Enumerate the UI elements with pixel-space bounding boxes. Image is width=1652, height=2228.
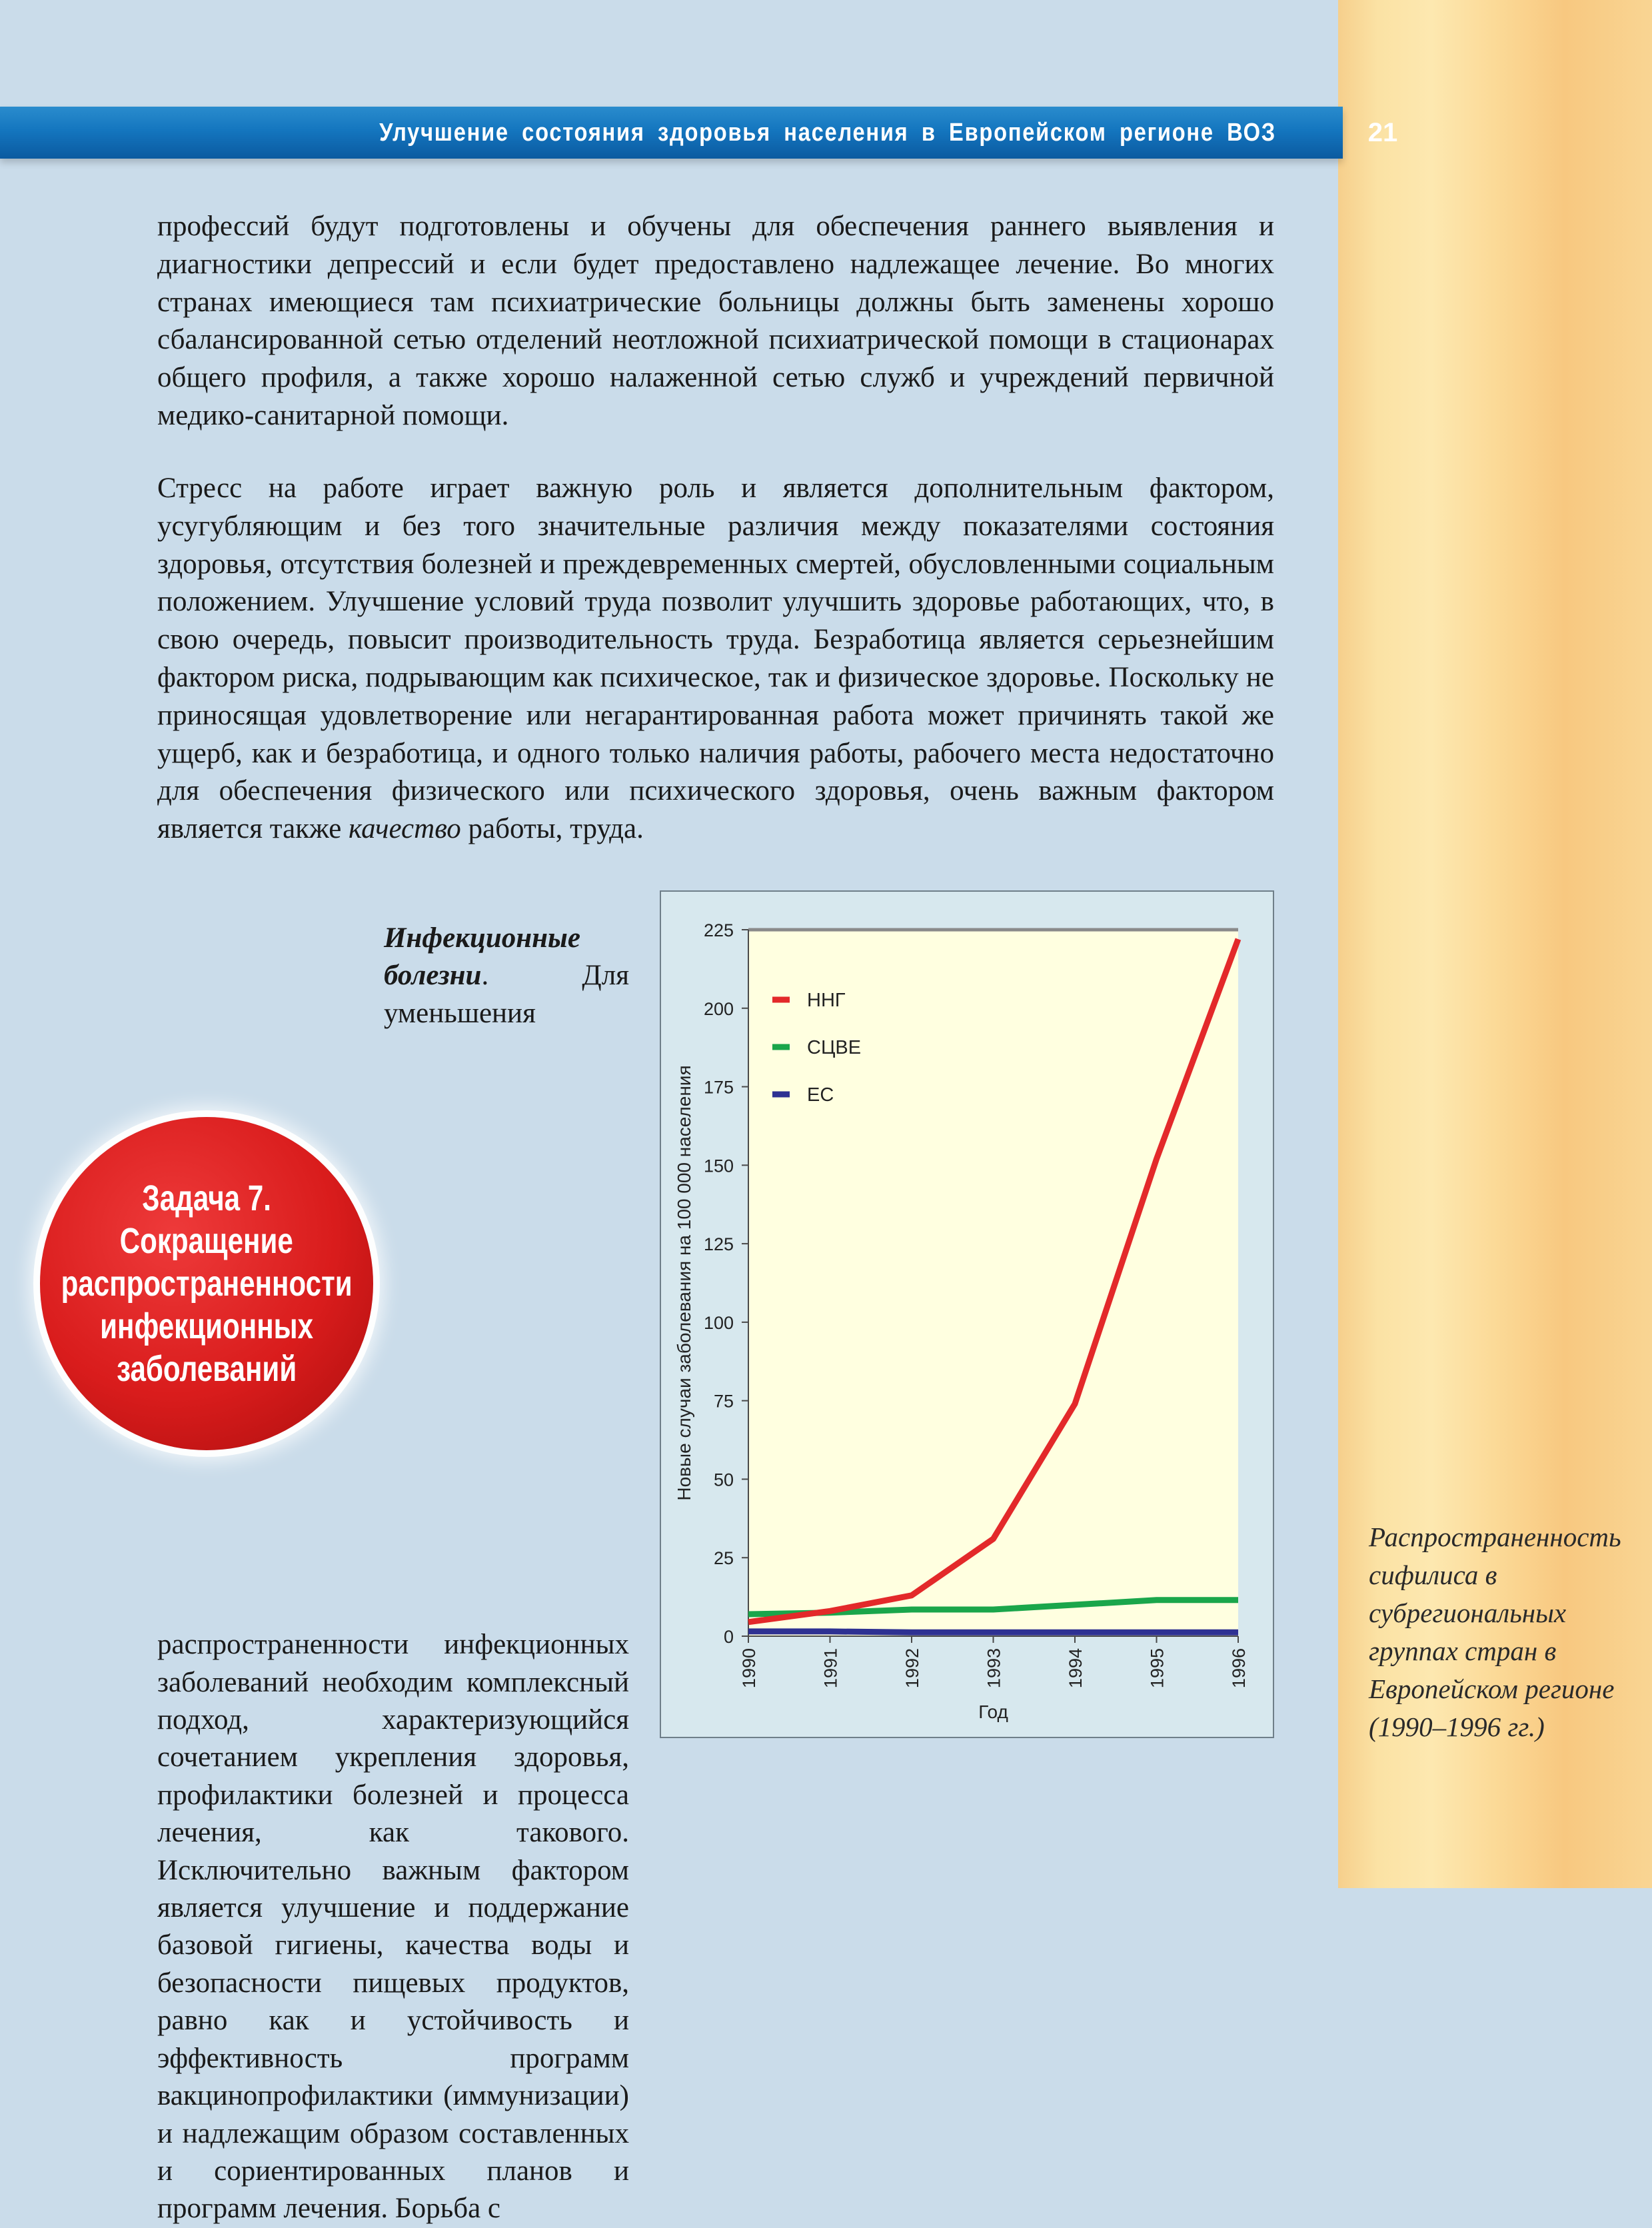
x-tick-label: 1991 xyxy=(820,1648,841,1689)
task-badge-line: распространенности xyxy=(61,1264,353,1304)
paragraph-mental-health-text: профессий будут подготовлены и обучены для обеспечения раннего выявления и диагностики депрессий и если будет предоставлено надлежащее лечение. Во многих странах имеющиеся там психиатрические больницы должны быть заменены хорошо сбалансированной сетью отделений неотложной психиатрической помощи в стационарах общего профиля, а также хорошо налаженной сетью служб и учреждений первичной медико-санитарной помощи. xyxy=(157,211,1274,431)
caption-line: группах стран в xyxy=(1369,1636,1557,1666)
x-tick-label: 1994 xyxy=(1066,1648,1086,1689)
y-tick-label: 225 xyxy=(703,920,734,940)
running-header-title: Улучшение состояния здоровья населения в Европейском регионе ВОЗ xyxy=(379,119,1276,147)
x-tick-label: 1996 xyxy=(1229,1648,1249,1689)
task-7-badge xyxy=(40,1117,373,1450)
caption-line: Распространенность xyxy=(1369,1522,1621,1552)
syphilis-chart-frame xyxy=(660,890,1274,1738)
legend-label: ЕС xyxy=(807,1084,834,1106)
y-tick-label: 200 xyxy=(703,998,734,1019)
task-badge-line: Задача 7. xyxy=(142,1178,271,1218)
task-badge-line: Сокращение xyxy=(119,1221,294,1261)
y-tick-label: 75 xyxy=(713,1391,734,1412)
section-lead-infectious-diseases: Инфекционные болезни xyxy=(384,922,580,992)
emphasis-quality: качество xyxy=(349,813,461,845)
task-badge-line: заболеваний xyxy=(116,1349,297,1389)
y-tick-label: 25 xyxy=(713,1548,734,1569)
caption-line: Европейском регионе xyxy=(1369,1673,1615,1704)
y-tick-label: 100 xyxy=(703,1312,734,1333)
section-body-text: . Для уменьшения распространенности инфекционных заболеваний необходим комплексный подход, характеризующийся сочетанием укрепления здоровья, профилактики болезней и процесса лечения, как такового. Исключительно важным фактором является улучшение и поддержание базовой гигиены, качества воды и безопасности пищевых продуктов, равно как и устойчивость и эффективность программ вакцинопрофилактики (иммунизации) и надлежащим образом составленных и сориентированных планов и программ лечения. Борьба с xyxy=(157,960,629,2225)
syphilis-line-chart xyxy=(661,892,1273,1737)
x-tick-label: 1990 xyxy=(739,1648,759,1689)
x-tick-label: 1995 xyxy=(1147,1648,1168,1689)
y-tick-label: 50 xyxy=(713,1470,734,1490)
page-number: 21 xyxy=(1367,118,1398,147)
y-tick-label: 125 xyxy=(703,1234,734,1255)
x-tick-label: 1993 xyxy=(984,1648,1004,1689)
task-badge-line: инфекционных xyxy=(100,1306,313,1346)
paragraph-work-stress xyxy=(157,470,1274,848)
caption-line: субрегиональных xyxy=(1369,1598,1567,1628)
legend-label: СЦВЕ xyxy=(807,1037,862,1058)
caption-line: сифилиса в xyxy=(1369,1560,1497,1590)
chart-caption xyxy=(1369,1518,1635,1746)
y-tick-label: 175 xyxy=(703,1077,734,1098)
y-axis-label: Новые случаи заболевания на 100 000 населения xyxy=(674,1065,694,1501)
legend-label: ННГ xyxy=(807,990,846,1011)
plot-area xyxy=(748,930,1238,1636)
paragraph-mental-health xyxy=(157,208,1274,435)
y-tick-label: 150 xyxy=(703,1156,734,1176)
y-tick-label: 0 xyxy=(723,1627,734,1647)
caption-line: (1990–1996 гг.) xyxy=(1369,1711,1545,1742)
paragraph-work-stress-text: Стресс на работе играет важную роль и является дополнительным фактором, усугубляющим и без того значительные различия между показателями состояния здоровья, отсутствия болезней и преждевременных смертей, обусловленными социальным положением. Улучшение условий труда позволит улучшить здоровье работающих, что, в свою очередь, повысит производительность труда. Безработица является серьезнейшим фактором риска, подрывающим как психическое, так и физическое здоровье. Поскольку не приносящая удовлетворение или негарантированная работа может причинять такой же ущерб, как и безработица, и одного только наличия работы, рабочего места недостаточно для обеспечения физического или психического здоровья, очень важным фактором является также xyxy=(157,473,1274,845)
paragraph-work-stress-end: работы, труда. xyxy=(468,813,644,845)
x-tick-label: 1992 xyxy=(902,1648,922,1689)
x-axis-label: Год xyxy=(978,1701,1008,1722)
